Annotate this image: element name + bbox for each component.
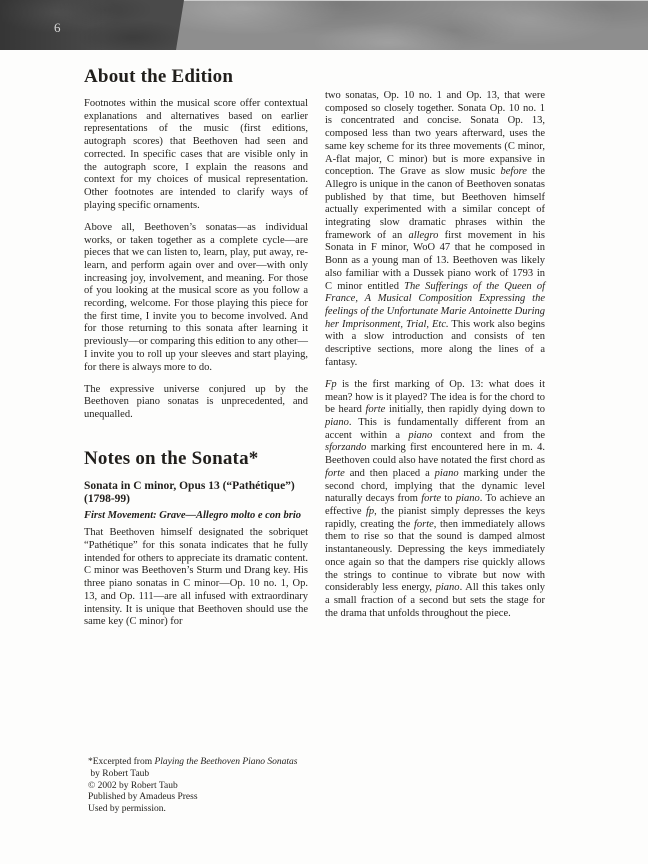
sonata-subheading-line2: (1798-99) xyxy=(84,493,130,506)
footnote-copyright-line: © 2002 by Robert Taub xyxy=(88,780,178,791)
header-texture-dark-corner xyxy=(0,0,190,50)
left-column xyxy=(84,66,308,639)
movement-subheading: First Movement: Grave—Allegro molto e con brio xyxy=(84,509,301,521)
about-paragraph-2: Above all, Beethoven’s sonatas—as individual works, or taken together as a complete cycle—are pieces that we can listen to, learn, play, put away, re-learn, and perform again over and over—with only increasing joy, involvement, and meaning. For those of you looking at the musical score as you follow a recording, welcome. For those playing this piece for the first time, I invite you to become involved. And for those returning to this sonata after learning it previously—or comparing this edition to any other—I invite you to roll up your sleeves and start playing, for there is always more to do. xyxy=(84,221,308,373)
section-heading-notes-on-the-sonata: Notes on the Sonata* xyxy=(84,447,259,469)
notes-paragraph-1: That Beethoven himself designated the sobriquet “Pathétique” for this sonata indicates that he fully intended for others to appreciate its dramatic content. C minor was Beethoven’s Sturm und Drang key. His three piano sonatas in C minor—Op. 10 no. 1, Op. 13, and Op. 111—are all infused with extraordinary intensity. It is unique that Beethoven should use the same key (C minor) for xyxy=(84,527,308,628)
section-heading-about-the-edition: About the Edition xyxy=(84,66,234,87)
footnote-author-line: by Robert Taub xyxy=(88,768,150,779)
about-paragraph-1: Footnotes within the musical score offer contextual explanations and alternatives based on earlier representations of the music (first editions, autograph scores) that Beethoven had seen and corrected. In specific cases that are visible only in the autograph score, I explain the reasons and context for my choices of musical representation. Other footnotes are intended to clarify ways of playing specific ornaments. xyxy=(84,98,308,211)
page-header-band xyxy=(0,0,648,50)
footnote xyxy=(88,757,408,816)
footnote-source-line: *Excerpted from Playing the Beethoven Piano Sonatas xyxy=(88,757,298,767)
right-column xyxy=(325,90,545,630)
about-paragraph-3: The expressive universe conjured up by the Beethoven piano sonatas is unprecedented, and unequalled. xyxy=(84,383,308,421)
right-paragraph-1: two sonatas, Op. 10 no. 1 and Op. 13, that were composed so closely together. Sonata Op. 10 no. 1 is concentrated and concise. Sonata Op. 13, composed less than two years afterward, uses the same key scheme for its three movements (C minor, A-flat major, C minor) but is more expansive in conception. The Grave as slow music before the Allegro is unique in the canon of Beethoven sonatas published by that time, but Beethoven himself actually experimented with a similar concept of integrating slow dramatic phrases within the framework of an allegro first movement in his Sonata in F minor, WoO 47 that he composed in Bonn as a young man of 13. Beethoven was likely also familiar with a Dussek piano work of 1793 in C minor entitled The Sufferings of the Queen of France, A Musical Composition Expressing the feelings of the Unfortunate Marie Antoinette During her Imprisonment, Trial, Etc. This work also begins with a slow introduction and consists of ten descriptive sections, more along the lines of a fantasy. xyxy=(325,90,546,368)
sonata-subheading xyxy=(84,480,308,507)
right-paragraph-2: Fp is the first marking of Op. 13: what does it mean? how is it played? The idea is for the chord to be heard forte initially, then rapidly dying down to piano. This is fundamentally different from an accent within a piano context and from the sforzando marking first encountered here in m. 4. Beethoven could also have notated the first chord as forte and then placed a piano marking under the second chord, implying that the dynamic level naturally decays from forte to piano. To achieve an effective fp, the pianist simply depresses the keys rapidly, creating the forte, then immediately allows them to rise so that the sound is damped almost instantaneously. Depressing the keys immediately once again so that the dampers rise quickly allows the strings to continue to vibrate but now with considerably less energy, piano. All this takes only a small fraction of a second but sets the stage for the drama that unfolds throughout the piece. xyxy=(325,378,546,619)
page-number: 6 xyxy=(54,20,61,35)
footnote-publisher-line: Published by Amadeus Press xyxy=(88,792,198,803)
sonata-subheading-line1: Sonata in C minor, Opus 13 (“Pathétique”) xyxy=(84,479,295,492)
footnote-permission-line: Used by permission. xyxy=(88,804,166,815)
